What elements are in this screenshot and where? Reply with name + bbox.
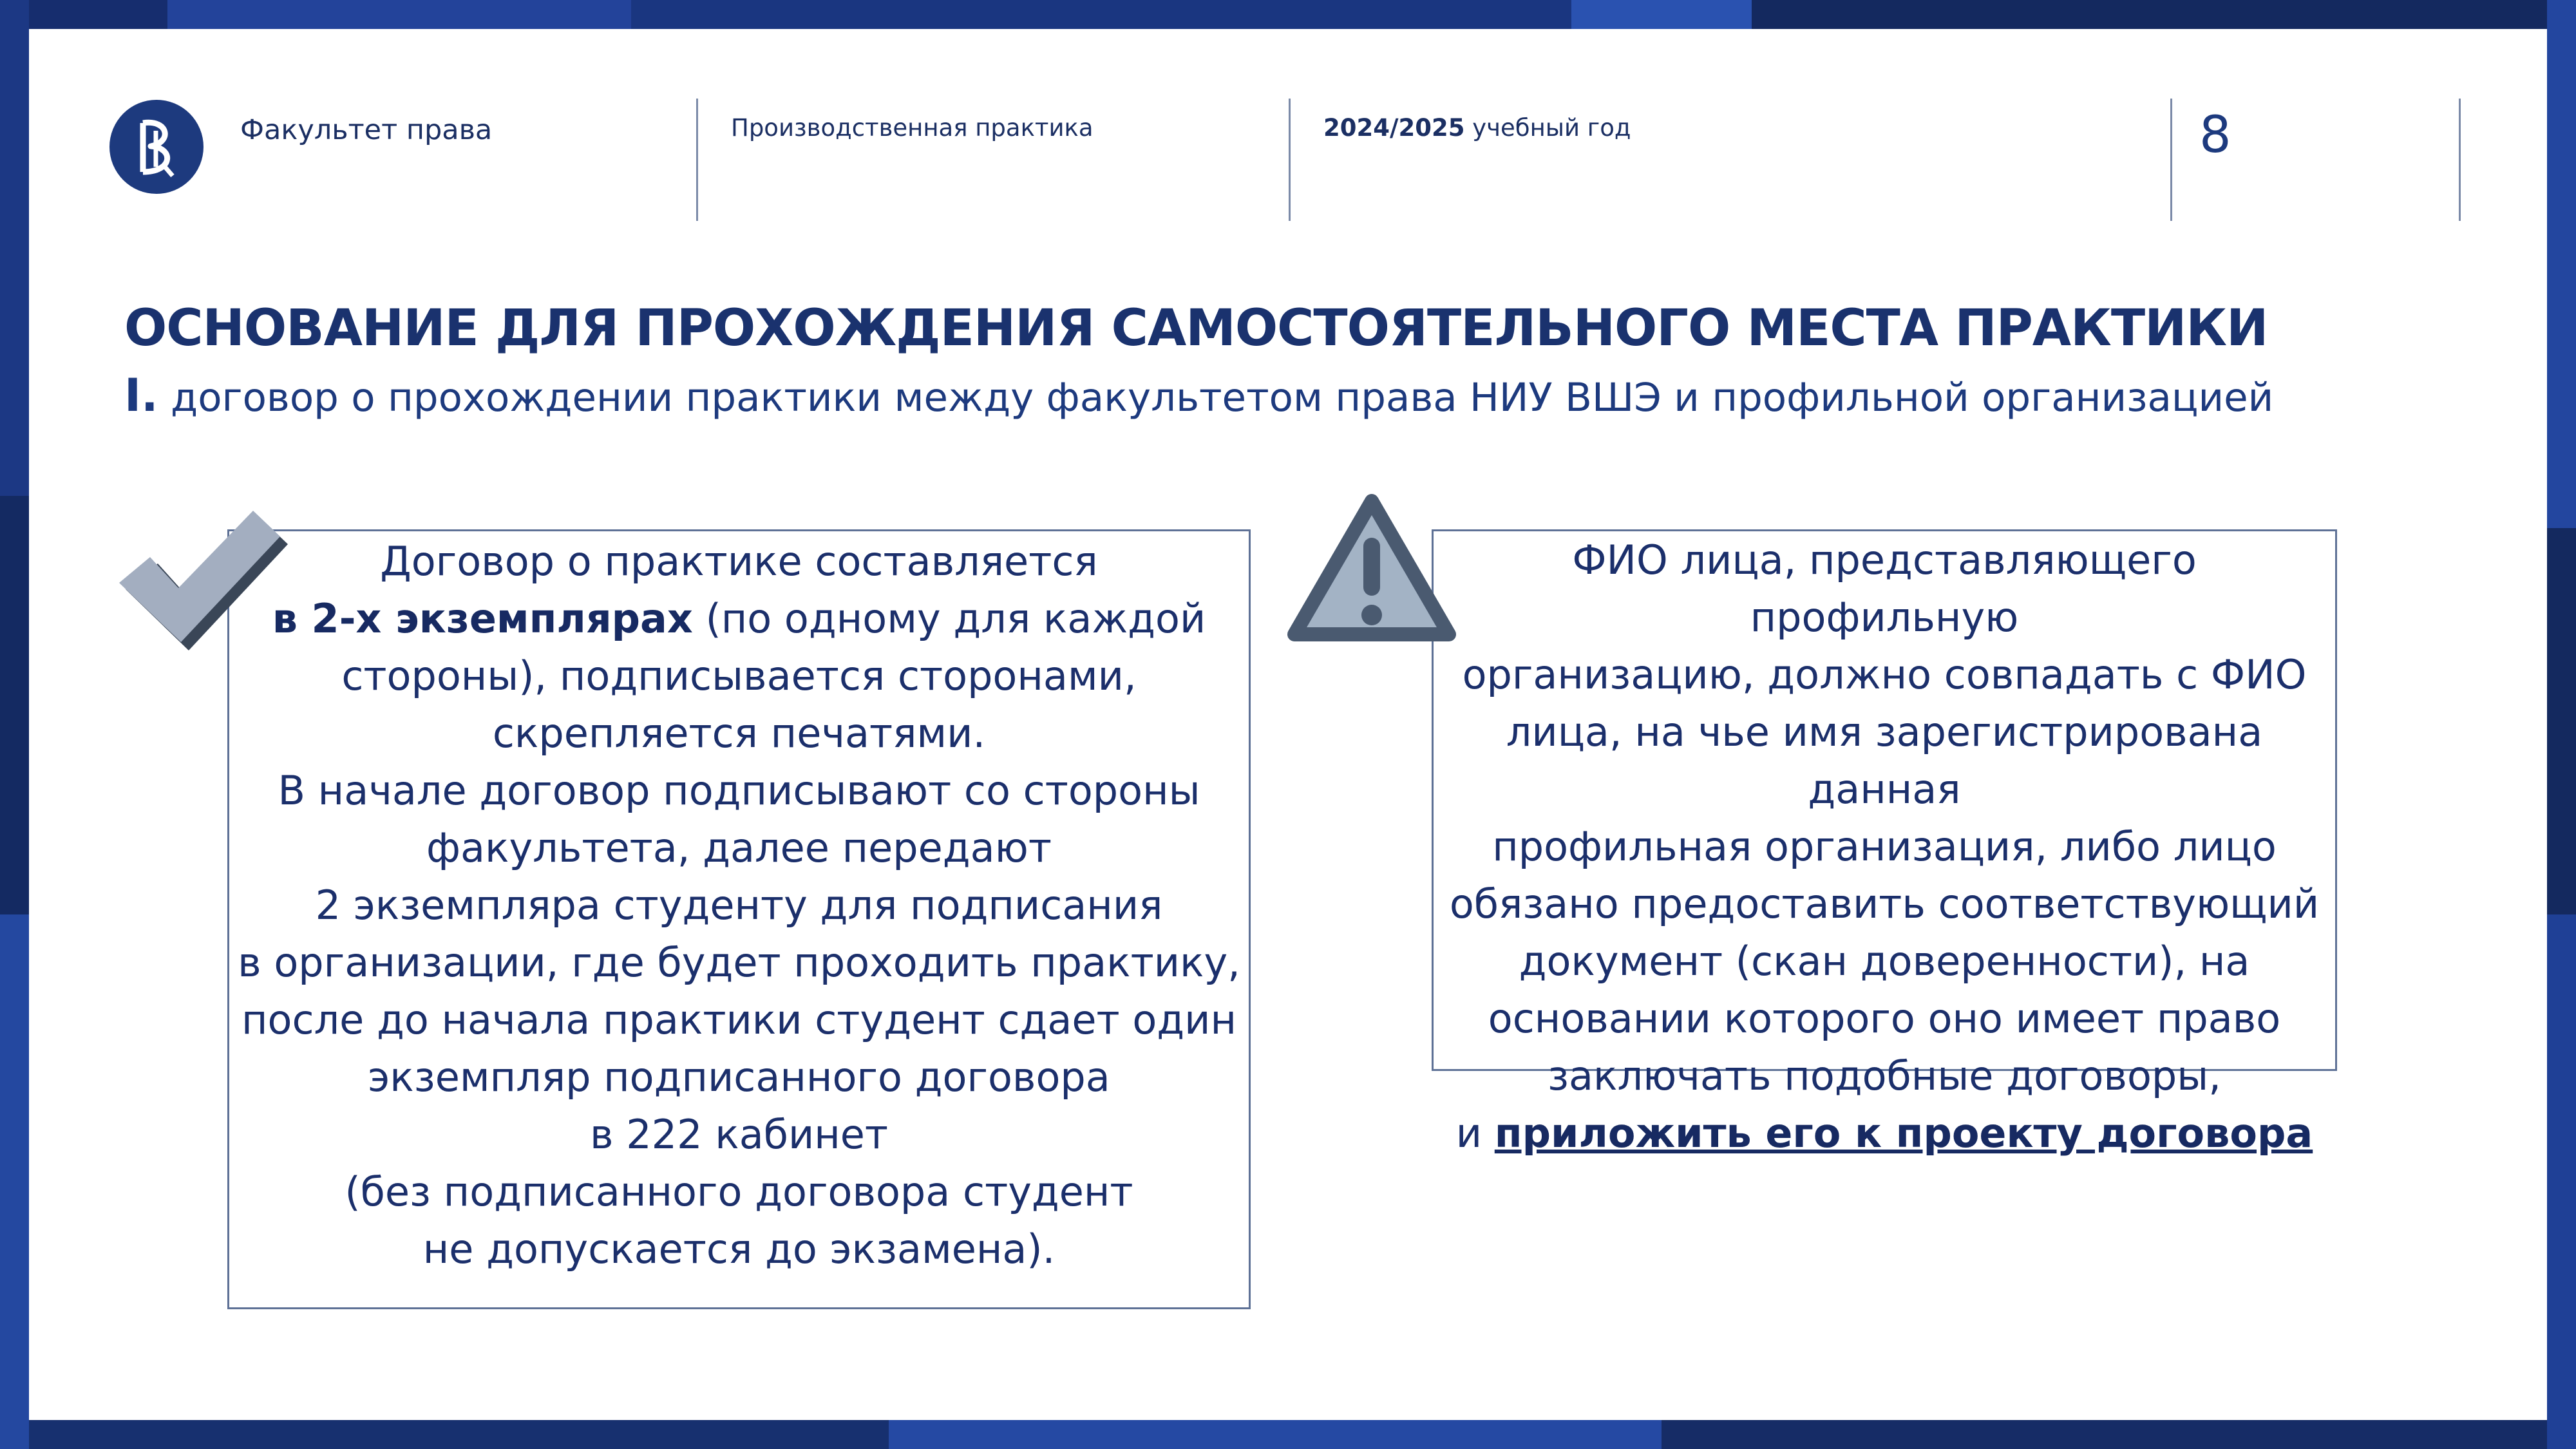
border-tile — [0, 0, 29, 496]
text-line: стороны), подписывается сторонами, — [341, 652, 1137, 699]
header-divider — [2459, 99, 2461, 221]
attach-to-contract-link: приложить его к проекту договора — [1494, 1110, 2313, 1157]
text-line: обязано предоставить соответствующий — [1449, 880, 2320, 927]
text-line: в 2-х экземплярах (по одному для каждой — [272, 595, 1206, 642]
border-tile — [2547, 528, 2576, 914]
border-tile — [2547, 914, 2576, 1449]
text-line: скрепляется печатями. — [492, 710, 986, 757]
border-tile — [0, 914, 29, 1449]
text-line: и приложить его к проекту договора — [1455, 1110, 2313, 1157]
checkmark-icon — [119, 493, 299, 663]
warning-info-box — [1432, 529, 2337, 1157]
border-tile — [889, 1420, 1662, 1449]
text-line: в организации, где будет проходить практику, — [238, 939, 1240, 986]
border-tile — [1752, 0, 2576, 29]
header-divider — [2170, 99, 2172, 221]
border-tile — [1662, 1420, 2576, 1449]
hse-logo-icon — [109, 100, 204, 194]
text-line: Договор о практике составляется — [380, 538, 1098, 585]
text-line: (без подписанного договора студент — [345, 1168, 1133, 1215]
text-line: лица, на чье имя зарегистрирована данная — [1506, 708, 2263, 813]
border-tile — [0, 1420, 889, 1449]
text-line: заключать подобные договоры, — [1548, 1052, 2221, 1099]
border-tile — [2547, 0, 2576, 528]
header-divider — [1289, 99, 1291, 221]
header-divider — [696, 99, 698, 221]
text-line: профильная организация, либо лицо — [1492, 823, 2277, 870]
border-tile — [631, 0, 1571, 29]
text-line: после до начала практики студент сдает один — [241, 996, 1237, 1043]
text-line: основании которого оно имеет право — [1488, 995, 2281, 1042]
slide — [29, 29, 2547, 1420]
text-line: В начале договор подписывают со стороны — [278, 767, 1200, 814]
text-line: не допускается до экзамена). — [422, 1226, 1056, 1273]
text-line: 2 экземпляра студенту для подписания — [315, 882, 1163, 929]
text-line: факультета, далее передают — [426, 824, 1052, 871]
faculty-name: Факультет права — [240, 114, 493, 146]
text-line: документ (скан доверенности), на — [1519, 938, 2250, 985]
contract-info-box — [227, 529, 1251, 1309]
page-subtitle: I. договор о прохождении практики между факультетом права НИУ ВШЭ и профильной организацией — [124, 369, 2274, 422]
border-tile — [167, 0, 631, 29]
page-number: 8 — [2199, 106, 2231, 164]
page-title: ОСНОВАНИЕ ДЛЯ ПРОХОЖДЕНИЯ САМОСТОЯТЕЛЬНОГО МЕСТА ПРАКТИКИ — [124, 299, 2268, 357]
text-line: экземпляр подписанного договора — [368, 1054, 1110, 1101]
practice-type: Производственная практика — [731, 114, 1094, 142]
text-line: организацию, должно совпадать с ФИО — [1462, 651, 2307, 698]
text-line: ФИО лица, представляющего профильную — [1572, 536, 2197, 641]
academic-year: 2024/2025 учебный год — [1323, 114, 1631, 142]
border-tile — [0, 496, 29, 914]
warning-icon — [1285, 489, 1459, 653]
text-line: в 222 кабинет — [589, 1111, 889, 1158]
border-tile — [1571, 0, 1752, 29]
